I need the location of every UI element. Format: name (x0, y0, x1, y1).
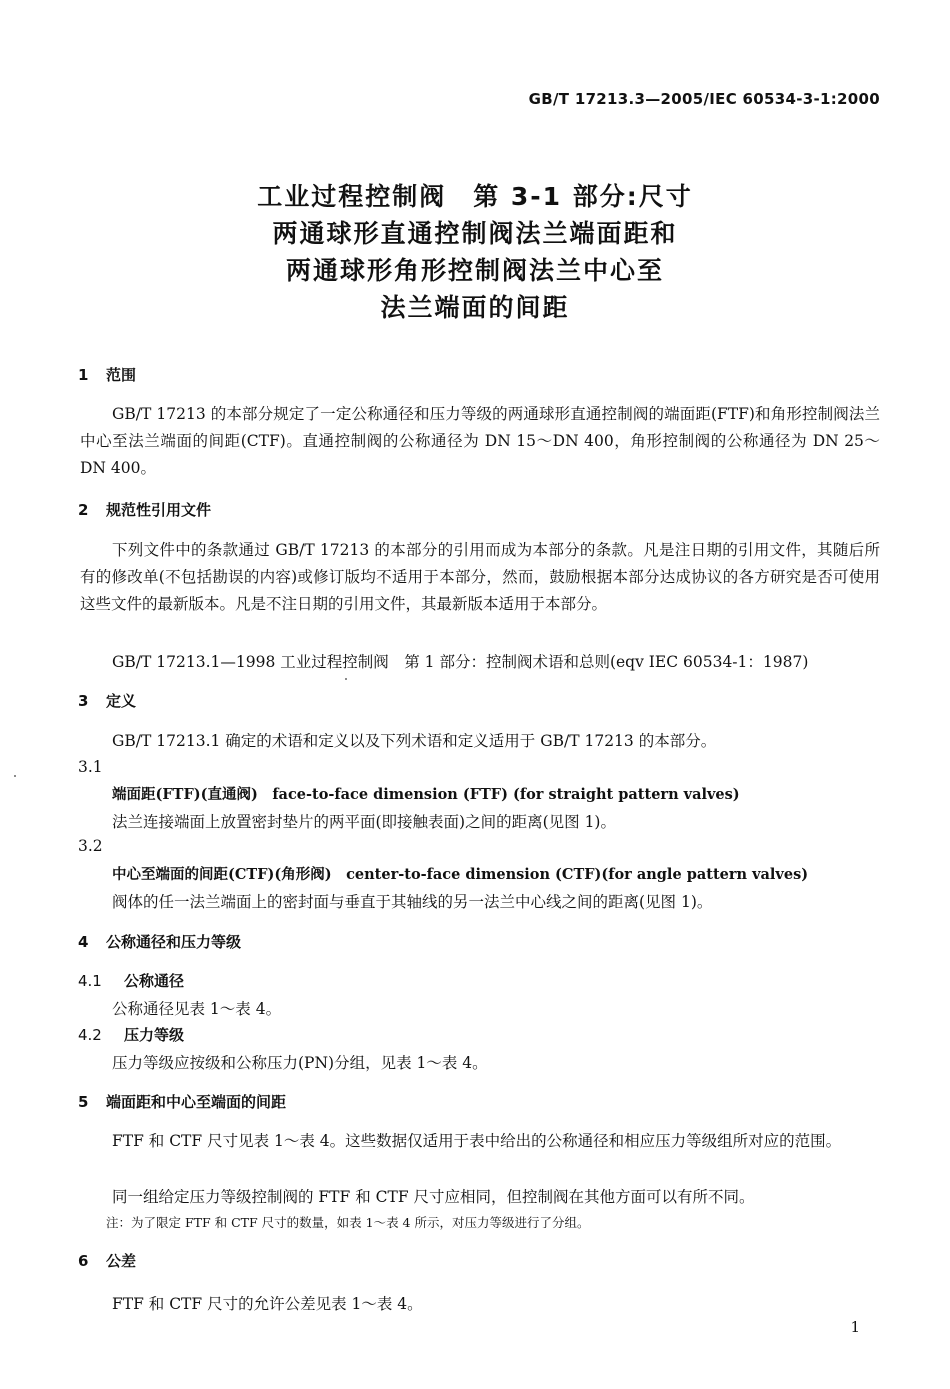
section-5-note: 注：为了限定 FTF 和 CTF 尺寸的数量，如表 1～表 4 所示，对压力等级进行了分组。 (106, 1215, 590, 1230)
section-title: 公称通径和压力等级 (106, 933, 242, 951)
page-number: 1 (850, 1318, 860, 1336)
standard-number: GB/T 17213.3—2005/IEC 60534-3-1:2000 (528, 90, 880, 108)
section-title: 公差 (106, 1252, 137, 1270)
section-5-heading (78, 1091, 286, 1112)
section-number: 4 (78, 933, 89, 951)
clause-3-2-term: 中心至端面的间距(CTF)(角形阀) center-to-face dimension (CTF)(for angle pattern valves) (112, 866, 809, 883)
title-line-2: 两通球形直通控制阀法兰端面距和 (272, 219, 678, 248)
section-6-text: FTF 和 CTF 尺寸的允许公差见表 1～表 4。 (112, 1295, 423, 1313)
clause-3-1-definition: 法兰连接端面上放置密封垫片的两平面(即接触表面)之间的距离(见图 1)。 (112, 813, 616, 831)
normative-reference: GB/T 17213.1—1998 工业过程控制阀 第 1 部分：控制阀术语和总则(eqv IEC 60534-1：1987) (112, 653, 809, 671)
title-line-3: 两通球形角形控制阀法兰中心至 (285, 256, 664, 285)
section-6-heading (78, 1250, 136, 1271)
section-title: 规范性引用文件 (106, 501, 212, 519)
clause-4-2-text: 压力等级应按级和公称压力(PN)分组，见表 1～表 4。 (112, 1054, 488, 1072)
section-5-paragraph: FTF 和 CTF 尺寸见表 1～表 4。这些数据仅适用于表中给出的公称通径和相应压力等级组所对应的范围。 (112, 1132, 842, 1150)
section-3-paragraph: GB/T 17213.1 确定的术语和定义以及下列术语和定义适用于 GB/T 17213 的本部分。 (112, 732, 717, 750)
title-line-4: 法兰端面的间距 (380, 293, 570, 322)
section-2-paragraph: 下列文件中的条款通过 GB/T 17213 的本部分的引用而成为本部分的条款。凡是注日期的引用文件，其随后所有的修改单(不包括勘误的内容)或修订版均不适用于本部分，然而，鼓励根据本部分达成协议的各方研究是否可使用这些文件的最新版本。凡是不注日期的引用文件，其最新版本适用于本部分。 (80, 541, 880, 613)
clause-number: 4.2 (78, 1026, 102, 1044)
section-number: 1 (78, 366, 89, 384)
clause-3-2-number: 3.2 (78, 837, 103, 855)
clause-title: 公称通径 (124, 972, 185, 990)
section-number: 5 (78, 1093, 89, 1111)
clause-4-2-heading (78, 1024, 184, 1045)
section-title: 端面距和中心至端面的间距 (106, 1093, 287, 1111)
section-number: 6 (78, 1252, 89, 1270)
section-title: 定义 (106, 692, 137, 710)
section-4-heading (78, 931, 241, 952)
clause-number: 4.1 (78, 972, 102, 990)
clause-title: 压力等级 (124, 1026, 185, 1044)
section-1-heading (78, 364, 136, 385)
section-title: 范围 (106, 366, 137, 384)
section-number: 3 (78, 692, 89, 710)
clause-4-1-heading (78, 970, 184, 991)
section-3-heading (78, 690, 136, 711)
clause-3-1-number: 3.1 (78, 758, 103, 776)
title-line-1: 工业过程控制阀 第 3-1 部分:尺寸 (257, 182, 693, 211)
scan-speck (14, 775, 16, 777)
section-2-heading (78, 499, 211, 520)
clause-3-2-definition: 阀体的任一法兰端面上的密封面与垂直于其轴线的另一法兰中心线之间的距离(见图 1)。 (112, 893, 713, 911)
scan-speck (345, 678, 347, 680)
section-number: 2 (78, 501, 89, 519)
clause-3-1-term: 端面距(FTF)(直通阀) face-to-face dimension (FTF) (for straight pattern valves) (112, 786, 740, 803)
clause-4-1-text: 公称通径见表 1～表 4。 (112, 1000, 282, 1018)
section-5-line-2: 同一组给定压力等级控制阀的 FTF 和 CTF 尺寸应相同，但控制阀在其他方面可以有所不同。 (112, 1188, 755, 1206)
section-1-paragraph: GB/T 17213 的本部分规定了一定公称通径和压力等级的两通球形直通控制阀的端面距(FTF)和角形控制阀法兰中心至法兰端面的间距(CTF)。直通控制阀的公称通径为 DN 15～DN 400，角形控制阀的公称通径为 DN 25～DN 400。 (80, 405, 880, 477)
